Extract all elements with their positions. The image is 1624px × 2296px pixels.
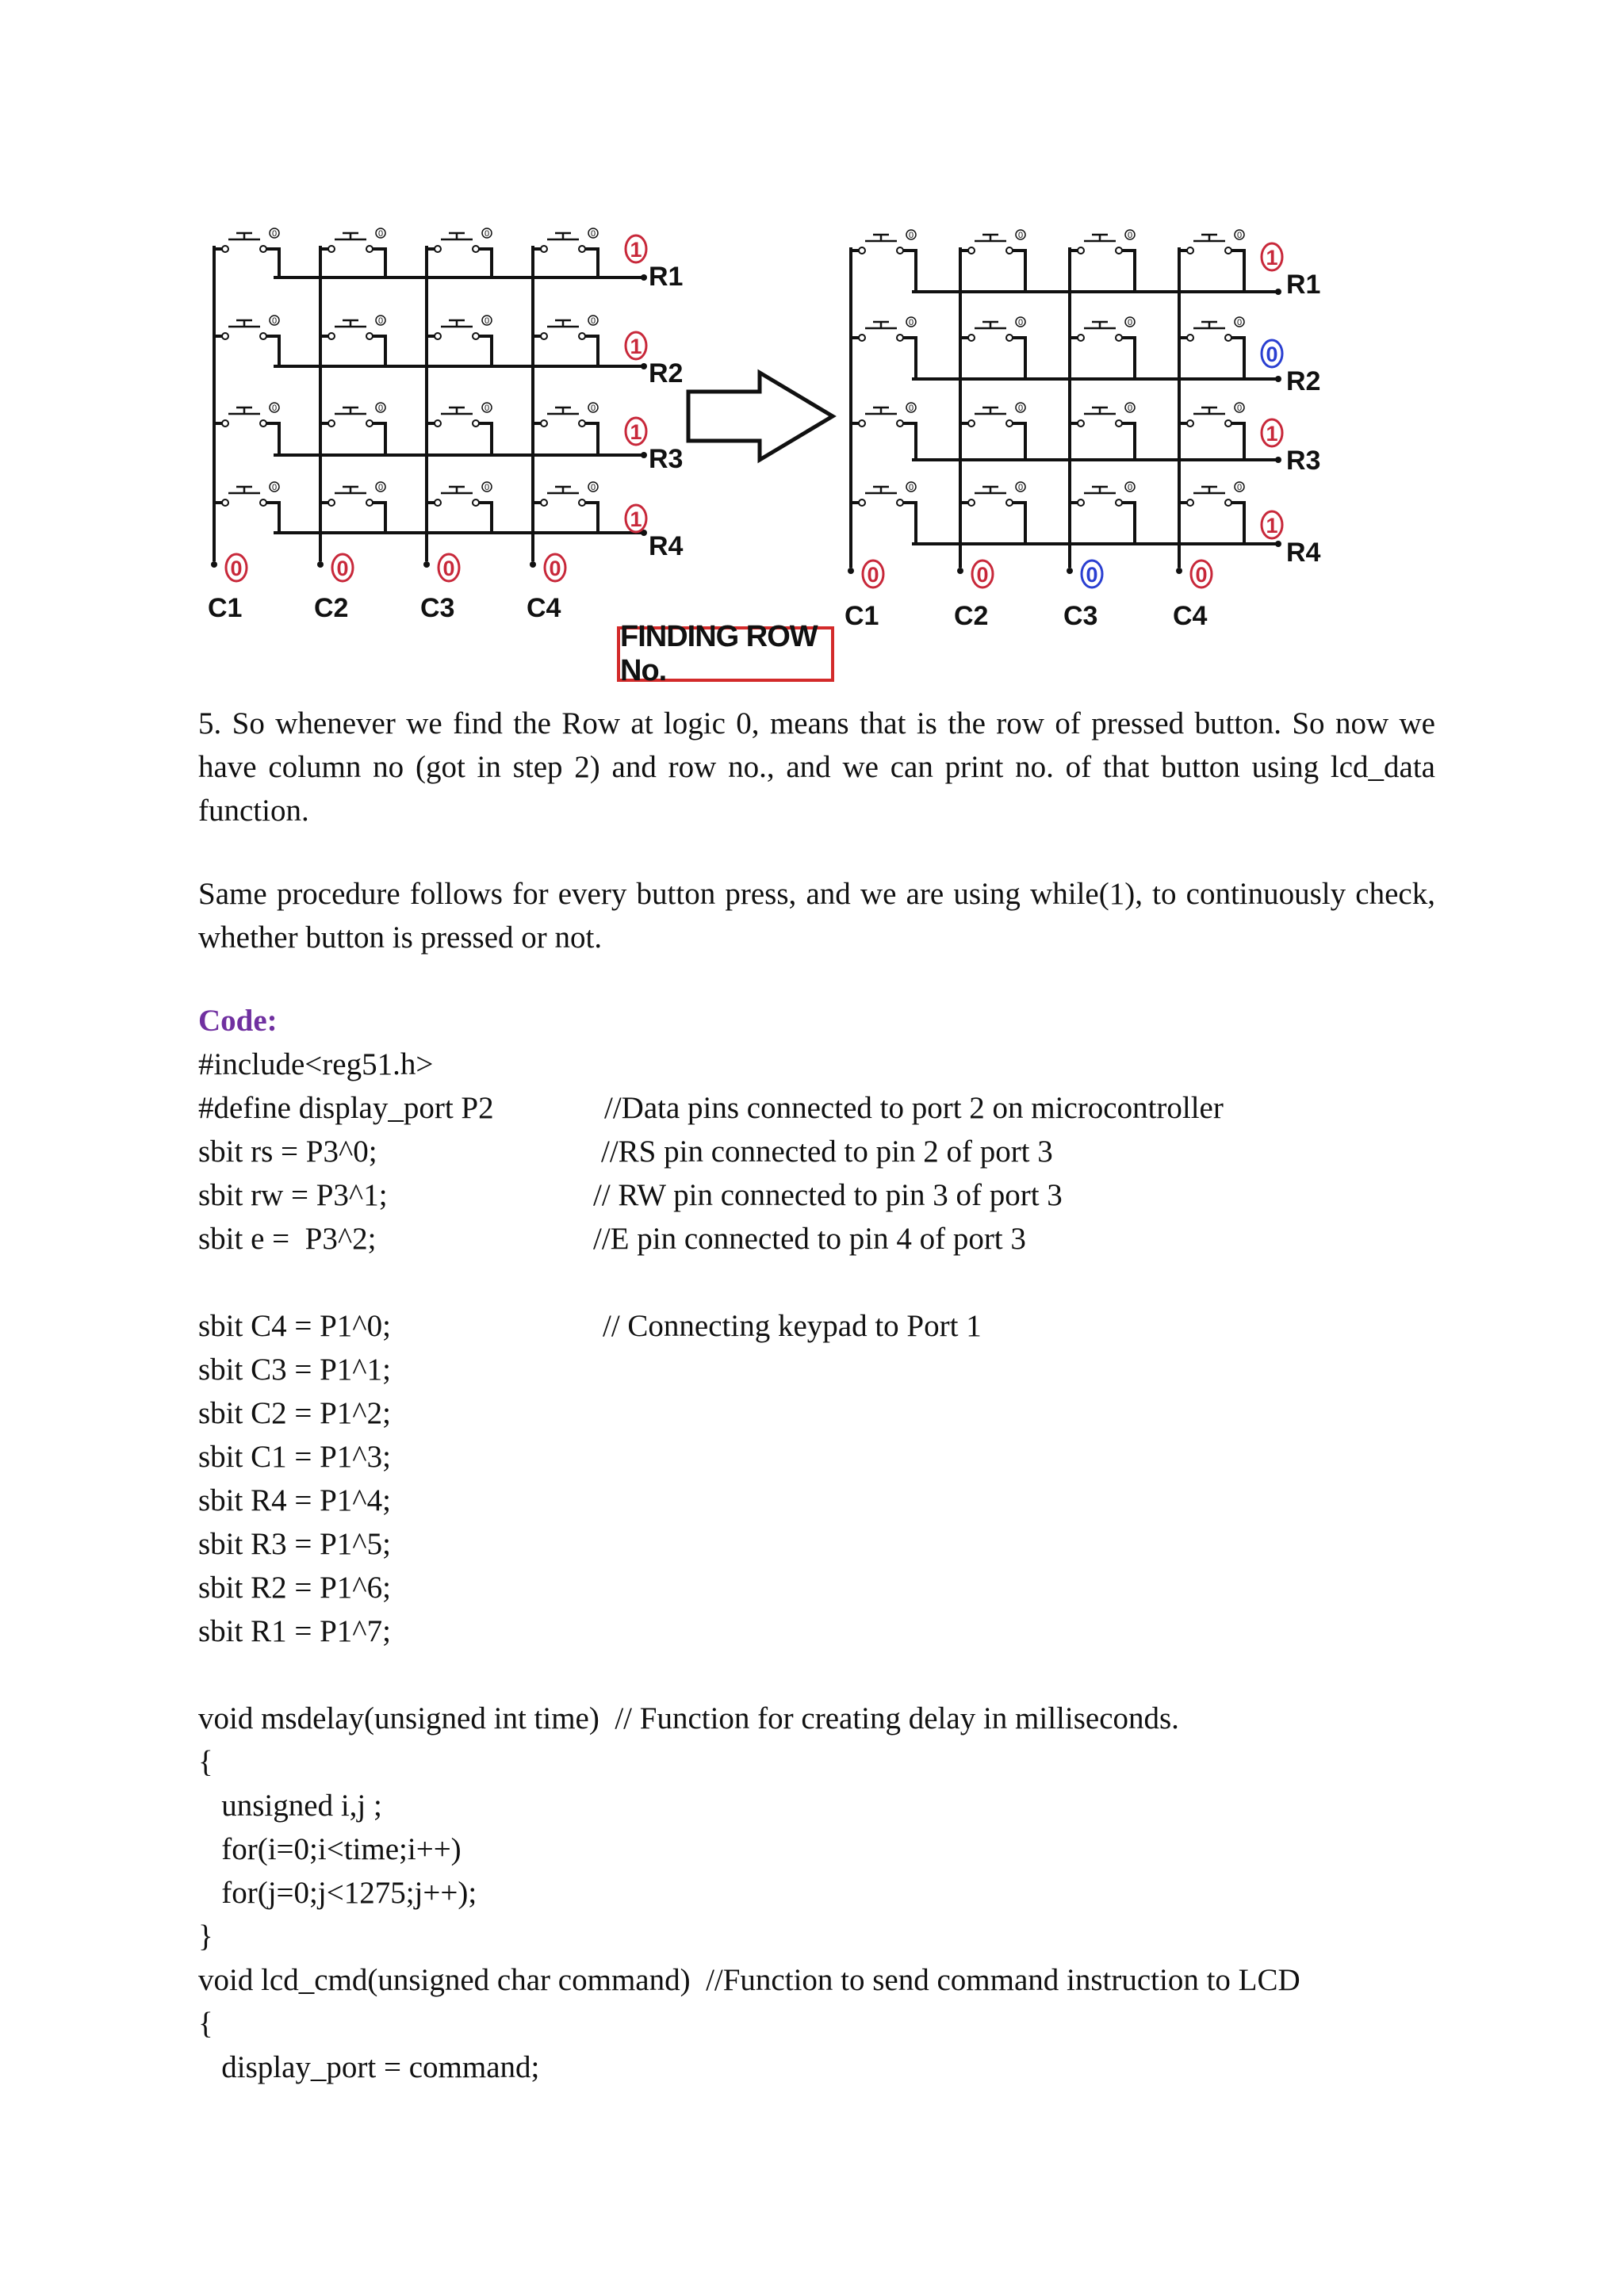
switch-contact bbox=[435, 420, 441, 427]
switch-plunger bbox=[335, 320, 366, 327]
switch-to-row bbox=[266, 423, 279, 455]
switch-contact bbox=[1116, 247, 1122, 254]
code-line: sbit C1 = P1^3; bbox=[198, 1440, 391, 1474]
code-line: for(j=0;j<1275;j++); bbox=[198, 1876, 477, 1910]
switch-contact bbox=[1225, 420, 1231, 427]
switch-label: 0 bbox=[1236, 231, 1243, 240]
code-comment: //E pin connected to pin 4 of port 3 bbox=[593, 1222, 1026, 1256]
switch-plunger bbox=[865, 322, 897, 328]
column-label: C3 bbox=[1063, 601, 1098, 626]
switch-contact bbox=[541, 246, 547, 252]
switch-contact bbox=[968, 247, 975, 254]
switch-label: 0 bbox=[271, 316, 278, 326]
switch-contact bbox=[1187, 420, 1193, 427]
column-label: C3 bbox=[420, 593, 455, 623]
row-level: 1 bbox=[630, 335, 642, 358]
switch-contact bbox=[579, 333, 585, 339]
switch-contact bbox=[968, 420, 975, 427]
switch-contact bbox=[328, 333, 335, 339]
code-line: void msdelay(unsigned int time) // Function for creating delay in milliseconds. bbox=[198, 1701, 1179, 1735]
switch-contact bbox=[859, 335, 865, 341]
paragraph-procedure: Same procedure follows for every button press, and we are using while(1), to continuously check, whether button is pressed or not. bbox=[198, 877, 1435, 955]
switch-to-row bbox=[903, 503, 916, 544]
switch-to-row bbox=[585, 503, 598, 533]
switch-to-row bbox=[585, 249, 598, 277]
switch-to-row bbox=[1013, 251, 1025, 292]
code-line: sbit R4 = P1^4; bbox=[198, 1483, 391, 1517]
switch-contact bbox=[366, 333, 373, 339]
switch-plunger bbox=[1193, 235, 1225, 241]
switch-contact bbox=[1225, 335, 1231, 341]
switch-contact bbox=[260, 420, 266, 427]
code-line: sbit C3 = P1^1; bbox=[198, 1353, 391, 1387]
switch-plunger bbox=[335, 487, 366, 493]
switch-plunger bbox=[975, 235, 1006, 241]
switch-label: 0 bbox=[484, 229, 490, 239]
column-level: 0 bbox=[336, 557, 349, 580]
switch-contact bbox=[435, 246, 441, 252]
switch-contact bbox=[579, 499, 585, 506]
switch-to-row bbox=[1122, 251, 1135, 292]
switch-label: 0 bbox=[377, 404, 384, 413]
column-label: C4 bbox=[527, 593, 561, 623]
switch-contact bbox=[1006, 499, 1013, 506]
switch-contact bbox=[897, 335, 903, 341]
column-terminal bbox=[848, 568, 854, 574]
switch-to-row bbox=[266, 503, 279, 533]
row-label: R3 bbox=[1286, 446, 1321, 476]
switch-to-row bbox=[1013, 423, 1025, 460]
switch-contact bbox=[1006, 335, 1013, 341]
keypad-matrix-left bbox=[208, 228, 684, 623]
switch-plunger bbox=[547, 487, 579, 493]
switch-plunger bbox=[228, 320, 260, 327]
switch-label: 0 bbox=[1127, 318, 1133, 327]
figure-caption: FINDING ROW No. bbox=[617, 626, 834, 682]
column-terminal bbox=[211, 561, 217, 568]
code-line: { bbox=[198, 2007, 213, 2041]
switch-label: 0 bbox=[1127, 483, 1133, 492]
row-label: R4 bbox=[1286, 538, 1321, 568]
switch-plunger bbox=[975, 487, 1006, 493]
switch-label: 0 bbox=[271, 404, 278, 413]
column-terminal bbox=[1176, 568, 1182, 574]
switch-label: 0 bbox=[590, 483, 596, 492]
switch-contact bbox=[579, 246, 585, 252]
switch-contact bbox=[541, 333, 547, 339]
switch-to-row bbox=[1231, 423, 1244, 460]
switch-label: 0 bbox=[590, 229, 596, 239]
switch-to-row bbox=[266, 336, 279, 366]
switch-contact bbox=[1078, 420, 1084, 427]
switch-label: 0 bbox=[590, 316, 596, 326]
column-label: C2 bbox=[954, 601, 989, 626]
column-terminal bbox=[1067, 568, 1073, 574]
code-comment: // RW pin connected to pin 3 of port 3 bbox=[593, 1178, 1063, 1212]
code-line: sbit e = P3^2; bbox=[198, 1222, 377, 1256]
switch-contact bbox=[859, 499, 865, 506]
switch-contact bbox=[473, 333, 479, 339]
switch-to-row bbox=[479, 503, 492, 533]
switch-contact bbox=[473, 246, 479, 252]
switch-contact bbox=[1116, 420, 1122, 427]
row-level: 1 bbox=[630, 238, 642, 262]
switch-plunger bbox=[1084, 408, 1116, 414]
switch-label: 0 bbox=[1236, 483, 1243, 492]
row-level: 1 bbox=[1266, 246, 1278, 270]
switch-label: 0 bbox=[484, 404, 490, 413]
switch-contact bbox=[435, 499, 441, 506]
code-line: void lcd_cmd(unsigned char command) //Function to send command instruction to LCD bbox=[198, 1963, 1300, 1997]
switch-contact bbox=[222, 499, 228, 506]
code-line: #define display_port P2 bbox=[198, 1091, 494, 1125]
code-line: sbit rw = P3^1; bbox=[198, 1178, 388, 1212]
row-label: R1 bbox=[1286, 270, 1321, 300]
switch-plunger bbox=[1193, 487, 1225, 493]
row-terminal bbox=[641, 363, 647, 369]
row-label: R1 bbox=[649, 262, 684, 292]
switch-plunger bbox=[335, 408, 366, 414]
switch-contact bbox=[859, 420, 865, 427]
row-label: R3 bbox=[649, 444, 684, 474]
switch-contact bbox=[1006, 247, 1013, 254]
code-line: unsigned i,j ; bbox=[198, 1789, 382, 1823]
switch-to-row bbox=[373, 503, 385, 533]
switch-contact bbox=[260, 333, 266, 339]
switch-contact bbox=[897, 420, 903, 427]
switch-label: 0 bbox=[271, 229, 278, 239]
code-line: } bbox=[198, 1919, 213, 1954]
column-label: C1 bbox=[208, 593, 243, 623]
switch-to-row bbox=[1122, 503, 1135, 544]
code-line: sbit rs = P3^0; bbox=[198, 1135, 377, 1169]
switch-contact bbox=[1187, 499, 1193, 506]
switch-contact bbox=[579, 420, 585, 427]
column-level: 0 bbox=[867, 563, 879, 587]
row-terminal bbox=[1275, 541, 1281, 547]
switch-contact bbox=[435, 333, 441, 339]
code-line: sbit R2 = P1^6; bbox=[198, 1571, 391, 1605]
switch-to-row bbox=[479, 423, 492, 455]
code-comment: // Connecting keypad to Port 1 bbox=[603, 1309, 982, 1343]
switch-contact bbox=[1078, 499, 1084, 506]
switch-contact bbox=[897, 247, 903, 254]
switch-to-row bbox=[585, 336, 598, 366]
switch-label: 0 bbox=[377, 483, 384, 492]
column-label: C1 bbox=[845, 601, 879, 626]
switch-label: 0 bbox=[484, 316, 490, 326]
switch-contact bbox=[1078, 247, 1084, 254]
code-line: display_port = command; bbox=[198, 2050, 540, 2084]
switch-contact bbox=[473, 499, 479, 506]
switch-contact bbox=[328, 420, 335, 427]
switch-contact bbox=[1225, 499, 1231, 506]
code-line: sbit C2 = P1^2; bbox=[198, 1396, 391, 1430]
switch-label: 0 bbox=[377, 316, 384, 326]
code-heading: Code: bbox=[198, 1004, 278, 1038]
switch-contact bbox=[1116, 335, 1122, 341]
switch-plunger bbox=[441, 408, 473, 414]
code-comment: //Data pins connected to port 2 on microcontroller bbox=[604, 1091, 1224, 1125]
switch-plunger bbox=[228, 233, 260, 239]
row-level: 0 bbox=[1266, 342, 1278, 366]
switch-to-row bbox=[266, 249, 279, 277]
switch-label: 0 bbox=[1017, 231, 1024, 240]
column-level: 0 bbox=[1195, 563, 1208, 587]
switch-label: 0 bbox=[908, 404, 914, 413]
column-level: 0 bbox=[230, 557, 243, 580]
column-label: C2 bbox=[314, 593, 349, 623]
switch-label: 0 bbox=[908, 231, 914, 240]
keypad-diagram bbox=[0, 0, 1624, 626]
switch-contact bbox=[541, 499, 547, 506]
switch-to-row bbox=[903, 251, 916, 292]
switch-to-row bbox=[373, 423, 385, 455]
code-line: sbit R1 = P1^7; bbox=[198, 1614, 391, 1648]
switch-contact bbox=[1225, 247, 1231, 254]
switch-label: 0 bbox=[1017, 404, 1024, 413]
switch-contact bbox=[328, 246, 335, 252]
column-terminal bbox=[957, 568, 963, 574]
switch-contact bbox=[1078, 335, 1084, 341]
column-level: 0 bbox=[442, 557, 455, 580]
switch-plunger bbox=[441, 487, 473, 493]
switch-contact bbox=[222, 420, 228, 427]
switch-contact bbox=[897, 499, 903, 506]
switch-to-row bbox=[1231, 338, 1244, 379]
switch-contact bbox=[1116, 499, 1122, 506]
code-line: sbit R3 = P1^5; bbox=[198, 1527, 391, 1561]
switch-contact bbox=[222, 246, 228, 252]
switch-plunger bbox=[547, 233, 579, 239]
row-level: 1 bbox=[1266, 422, 1278, 446]
row-terminal bbox=[641, 452, 647, 458]
switch-plunger bbox=[228, 408, 260, 414]
switch-contact bbox=[328, 499, 335, 506]
switch-label: 0 bbox=[1017, 483, 1024, 492]
row-terminal bbox=[1275, 457, 1281, 463]
switch-plunger bbox=[865, 235, 897, 241]
switch-label: 0 bbox=[1017, 318, 1024, 327]
row-label: R4 bbox=[649, 531, 684, 561]
row-label: R2 bbox=[1286, 366, 1321, 396]
switch-to-row bbox=[1013, 338, 1025, 379]
paragraph-step-5: 5. So whenever we find the Row at logic 0, means that is the row of pressed button. So now we have column no (got in step 2) and row no., and we can print no. of that button using lcd_data function. bbox=[198, 706, 1435, 828]
switch-label: 0 bbox=[271, 483, 278, 492]
switch-contact bbox=[260, 246, 266, 252]
switch-to-row bbox=[1231, 503, 1244, 544]
switch-plunger bbox=[865, 487, 897, 493]
switch-to-row bbox=[1231, 251, 1244, 292]
switch-label: 0 bbox=[1236, 404, 1243, 413]
switch-contact bbox=[1187, 247, 1193, 254]
switch-label: 0 bbox=[377, 229, 384, 239]
switch-contact bbox=[968, 335, 975, 341]
switch-plunger bbox=[1084, 322, 1116, 328]
code-line: #include<reg51.h> bbox=[198, 1047, 434, 1081]
switch-to-row bbox=[903, 338, 916, 379]
column-terminal bbox=[317, 561, 324, 568]
switch-plunger bbox=[441, 233, 473, 239]
code-line: for(i=0;i<time;i++) bbox=[198, 1832, 462, 1866]
column-level: 0 bbox=[549, 557, 561, 580]
switch-contact bbox=[859, 247, 865, 254]
column-label: C4 bbox=[1173, 601, 1208, 626]
switch-plunger bbox=[975, 322, 1006, 328]
switch-contact bbox=[222, 333, 228, 339]
code-comment: //RS pin connected to pin 2 of port 3 bbox=[601, 1135, 1053, 1169]
switch-to-row bbox=[479, 336, 492, 366]
column-terminal bbox=[530, 561, 536, 568]
switch-contact bbox=[1006, 420, 1013, 427]
switch-label: 0 bbox=[1127, 404, 1133, 413]
row-level: 1 bbox=[630, 420, 642, 444]
row-terminal bbox=[641, 274, 647, 281]
row-terminal bbox=[1275, 289, 1281, 295]
switch-plunger bbox=[228, 487, 260, 493]
switch-to-row bbox=[373, 249, 385, 277]
switch-contact bbox=[366, 246, 373, 252]
switch-plunger bbox=[335, 233, 366, 239]
switch-plunger bbox=[1084, 487, 1116, 493]
column-level: 0 bbox=[976, 563, 989, 587]
column-level: 0 bbox=[1086, 563, 1098, 587]
right-arrow-icon bbox=[688, 373, 833, 460]
keypad-matrix-right bbox=[845, 230, 1321, 626]
switch-plunger bbox=[1084, 235, 1116, 241]
switch-plunger bbox=[865, 408, 897, 414]
switch-to-row bbox=[585, 423, 598, 455]
switch-label: 0 bbox=[908, 318, 914, 327]
switch-label: 0 bbox=[1127, 231, 1133, 240]
column-terminal bbox=[423, 561, 430, 568]
switch-to-row bbox=[1122, 423, 1135, 460]
switch-to-row bbox=[373, 336, 385, 366]
switch-contact bbox=[473, 420, 479, 427]
switch-plunger bbox=[1193, 322, 1225, 328]
switch-contact bbox=[1187, 335, 1193, 341]
switch-plunger bbox=[547, 408, 579, 414]
switch-label: 0 bbox=[590, 404, 596, 413]
row-label: R2 bbox=[649, 358, 684, 388]
switch-plunger bbox=[975, 408, 1006, 414]
switch-to-row bbox=[1013, 503, 1025, 544]
switch-to-row bbox=[903, 423, 916, 460]
row-terminal bbox=[1275, 376, 1281, 382]
switch-plunger bbox=[1193, 408, 1225, 414]
switch-label: 0 bbox=[1236, 318, 1243, 327]
row-level: 1 bbox=[630, 507, 642, 531]
code-line: { bbox=[198, 1745, 213, 1779]
code-line: sbit C4 = P1^0; bbox=[198, 1309, 391, 1343]
switch-contact bbox=[366, 420, 373, 427]
switch-plunger bbox=[547, 320, 579, 327]
switch-to-row bbox=[479, 249, 492, 277]
switch-to-row bbox=[1122, 338, 1135, 379]
switch-contact bbox=[968, 499, 975, 506]
switch-label: 0 bbox=[908, 483, 914, 492]
switch-plunger bbox=[441, 320, 473, 327]
switch-label: 0 bbox=[484, 483, 490, 492]
switch-contact bbox=[541, 420, 547, 427]
row-level: 1 bbox=[1266, 514, 1278, 538]
switch-contact bbox=[366, 499, 373, 506]
switch-contact bbox=[260, 499, 266, 506]
